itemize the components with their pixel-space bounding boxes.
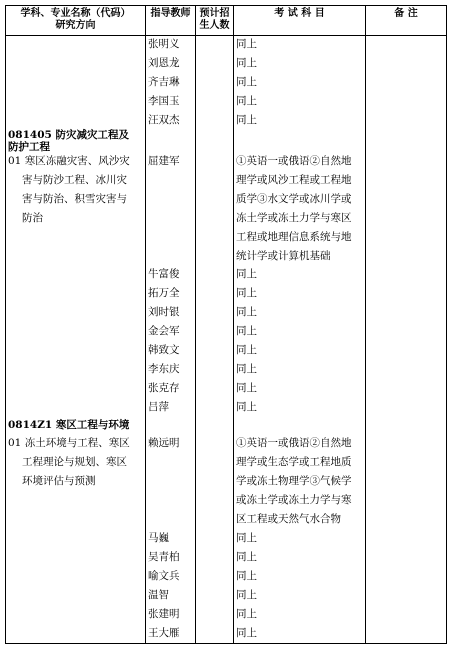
exam-same: 同上 [236,608,257,620]
research-direction-cont: 环境评估与预测 [22,475,96,487]
exam-same: 同上 [236,268,257,280]
exam-same: 同上 [236,114,257,126]
exam-subjects-cont: 冻土学或冻土力学与寒区 [236,212,352,224]
major-title-cont: 防护工程 [8,141,50,153]
column-divider [145,5,146,644]
teacher-name: 拓万全 [148,287,180,299]
header-divider [5,35,447,36]
exam-subjects-cont: 学或冻土物理学③气候学 [236,475,352,487]
teacher-name: 张建明 [148,608,180,620]
header-quota-line2: 生人数 [199,20,230,31]
teacher-name: 王大雁 [148,627,180,639]
teacher-name: 韩致文 [148,344,180,356]
exam-subjects-cont: 质学③水文学或冰川学或 [236,193,352,205]
column-divider [195,5,196,644]
exam-subjects-cont: 区工程或天然气水合物 [236,513,341,525]
teacher-name: 张克存 [148,382,180,394]
teacher-name: 牛富俊 [148,268,180,280]
major-title: 0814Z1 寒区工程与环境 [8,419,130,431]
research-direction-cont: 工程理论与规划、寒区 [22,456,127,468]
teacher-name: 汪双杰 [148,114,180,126]
header-exam-subjects: 考 试 科 目 [274,8,325,19]
teacher-name: 屈建军 [148,155,180,167]
exam-same: 同上 [236,570,257,582]
research-direction-cont: 害与防治、积雪灾害与 [22,193,127,205]
exam-same: 同上 [236,551,257,563]
teacher-name: 齐吉琳 [148,76,180,88]
teacher-name: 温智 [148,589,169,601]
exam-same: 同上 [236,363,257,375]
research-direction: 01 寒区冻融灾害、风沙灾 [8,155,130,167]
exam-same: 同上 [236,382,257,394]
column-divider [233,5,234,644]
exam-same: 同上 [236,532,257,544]
header-major: 学科、专业名称（代码） [20,8,131,19]
exam-same: 同上 [236,589,257,601]
research-direction-cont: 防治 [22,212,43,224]
exam-same: 同上 [236,627,257,639]
exam-same: 同上 [236,57,257,69]
exam-same: 同上 [236,76,257,88]
header-remarks: 备 注 [394,8,418,19]
exam-subjects: ①英语一或俄语②自然地 [236,437,352,449]
header-quota-line1: 预计招 [199,8,230,19]
table-frame [5,5,447,644]
exam-same: 同上 [236,306,257,318]
exam-subjects-cont: 理学或生态学或工程地质 [236,456,352,468]
exam-subjects-cont: 统计学或计算机基础 [236,250,331,262]
exam-subjects-cont: 或冻土学或冻土力学与寒 [236,494,352,506]
teacher-name: 马巍 [148,532,169,544]
teacher-name: 刘恩龙 [148,57,180,69]
exam-same: 同上 [236,95,257,107]
research-direction-cont: 害与防沙工程、冰川灾 [22,174,127,186]
teacher-name: 赖远明 [148,437,180,449]
teacher-name: 喻文兵 [148,570,180,582]
header-direction: 研究方向 [55,20,96,31]
major-title: 081405 防灾减灾工程及 [8,129,129,141]
teacher-name: 刘时银 [148,306,180,318]
teacher-name: 李国玉 [148,95,180,107]
column-divider [365,5,366,644]
teacher-name: 金会军 [148,325,180,337]
teacher-name: 吴青柏 [148,551,180,563]
exam-subjects-cont: 理学或风沙工程或工程地 [236,174,352,186]
exam-same: 同上 [236,287,257,299]
teacher-name: 李东庆 [148,363,180,375]
research-direction: 01 冻土环境与工程、寒区 [8,437,130,449]
exam-subjects: ①英语一或俄语②自然地 [236,155,352,167]
exam-same: 同上 [236,38,257,50]
exam-same: 同上 [236,325,257,337]
header-supervisor: 指导教师 [150,8,191,19]
exam-same: 同上 [236,344,257,356]
teacher-name: 吕萍 [148,401,169,413]
exam-subjects-cont: 工程或地理信息系统与地 [236,231,352,243]
exam-same: 同上 [236,401,257,413]
teacher-name: 张明义 [148,38,180,50]
